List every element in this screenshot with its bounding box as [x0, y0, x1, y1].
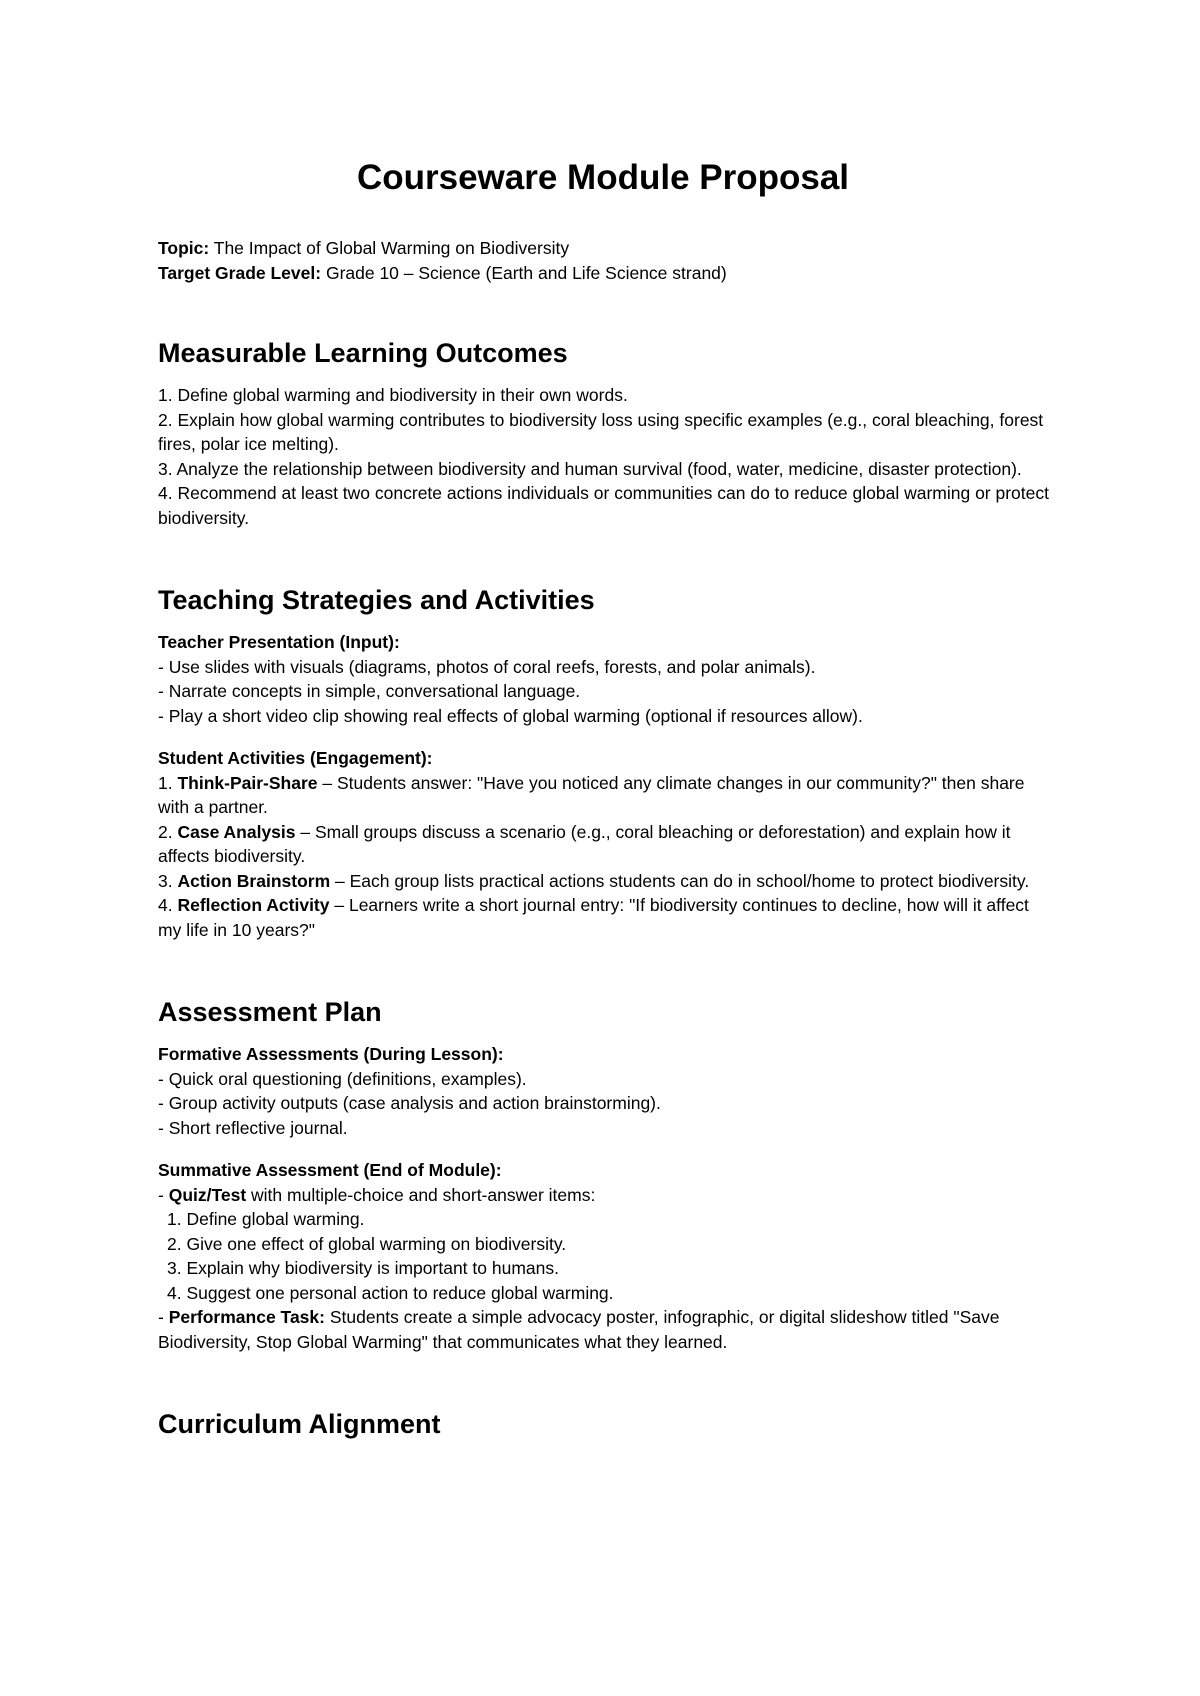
quiz-item: 1. Define global warming. [167, 1209, 365, 1230]
quiz-item: 3. Explain why biodiversity is important to humans. [167, 1258, 559, 1279]
outcome-item: 3. Analyze the relationship between biodiversity and human survival (food, water, medicine, disaster protection). [158, 458, 1022, 479]
teacher-item: - Play a short video clip showing real effects of global warming (optional if resources allow). [158, 705, 863, 726]
formative-assessments [158, 1042, 1050, 1140]
student-activity-item [158, 893, 1050, 942]
quiz-prefix: - [158, 1184, 169, 1205]
task-prefix: - [158, 1307, 169, 1328]
teacher-presentation [158, 630, 1050, 728]
outcome-item: 1. Define global warming and biodiversity in their own words. [158, 385, 628, 406]
outcome-item: 4. Recommend at least two concrete actions individuals or communities can do to reduce global warming or protect biodiversity. [158, 483, 1049, 528]
formative-heading: Formative Assessments (During Lesson): [158, 1044, 504, 1065]
page-title: Courseware Module Proposal [356, 158, 850, 197]
alignment-heading: Curriculum Alignment [158, 1409, 441, 1440]
summative-heading: Summative Assessment (End of Module): [158, 1160, 502, 1181]
activity-text: – Small groups discuss a scenario (e.g., coral bleaching or deforestation) and explain how it affects biodiversity. [158, 821, 1011, 867]
outcomes-list [158, 383, 1050, 530]
activity-number: 1. [158, 772, 178, 793]
activity-text: – Learners write a short journal entry: "If biodiversity continues to decline, how will it affect my life in 10 years?" [158, 895, 1029, 940]
activity-number: 3. [158, 870, 178, 891]
activity-label: Reflection Activity [177, 895, 330, 916]
quiz-item: 4. Suggest one personal action to reduce global warming. [167, 1282, 614, 1303]
grade-value: Grade 10 – Science (Earth and Life Science strand) [325, 262, 727, 283]
activity-label: Think-Pair-Share [177, 772, 318, 793]
activity-number: 2. [158, 821, 178, 842]
grade-key: Target Grade Level: [158, 262, 322, 283]
quiz-line [158, 1183, 1050, 1208]
topic-key: Topic: [158, 238, 210, 259]
assessment-heading: Assessment Plan [158, 997, 382, 1028]
activity-number: 4. [158, 895, 178, 916]
teacher-item: - Use slides with visuals (diagrams, photos of coral reefs, forests, and polar animals). [158, 656, 816, 677]
summative-assessment [158, 1158, 1050, 1354]
quiz-item: 2. Give one effect of global warming on biodiversity. [167, 1233, 567, 1254]
outcome-item: 2. Explain how global warming contributes to biodiversity loss using specific examples (e.g., coral bleaching, forest fires, polar ice melting). [158, 409, 1044, 455]
formative-item: - Short reflective journal. [158, 1117, 348, 1138]
activity-label: Case Analysis [177, 821, 296, 842]
activity-text: – Each group lists practical actions students can do in school/home to protect biodiversity. [330, 870, 1030, 891]
teacher-heading: Teacher Presentation (Input): [158, 632, 400, 653]
student-heading: Student Activities (Engagement): [158, 748, 433, 769]
quiz-label: Quiz/Test [168, 1184, 247, 1205]
task-label: Performance Task: [168, 1307, 325, 1328]
strategies-heading: Teaching Strategies and Activities [158, 585, 595, 616]
student-activity-item [158, 820, 1050, 869]
activity-text: – Students answer: "Have you noticed any climate changes in our community?" then share with a partner. [158, 772, 1025, 818]
student-activities [158, 746, 1050, 942]
grade-line [158, 261, 1050, 286]
outcomes-heading: Measurable Learning Outcomes [158, 338, 568, 369]
activity-label: Action Brainstorm [177, 870, 331, 891]
topic-line [158, 236, 1050, 261]
task-text: Students create a simple advocacy poster, infographic, or digital slideshow titled "Save Biodiversity, Stop Global Warming" that communicates what they learned. [158, 1307, 1000, 1352]
quiz-text: with multiple-choice and short-answer items: [246, 1184, 596, 1205]
student-activity-item [158, 869, 1050, 894]
student-activity-item [158, 771, 1050, 820]
formative-item: - Quick oral questioning (definitions, examples). [158, 1068, 527, 1089]
formative-item: - Group activity outputs (case analysis and action brainstorming). [158, 1093, 661, 1114]
performance-task-line [158, 1305, 1050, 1354]
teacher-item: - Narrate concepts in simple, conversational language. [158, 681, 581, 702]
topic-value: The Impact of Global Warming on Biodiversity [213, 238, 570, 259]
